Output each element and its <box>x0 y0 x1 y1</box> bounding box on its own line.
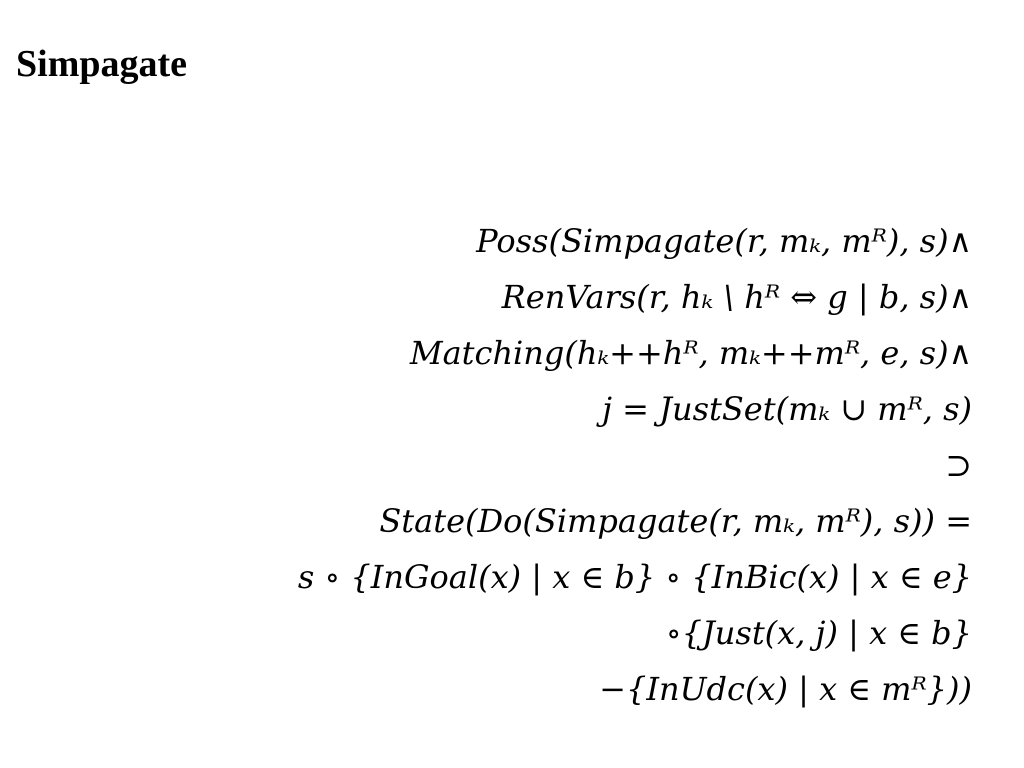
formula-line-justset: j = JustSet(mₖ ∪ mᴿ, s) <box>602 390 972 428</box>
formula-line-matching: Matching(hₖ++hᴿ, mₖ++mᴿ, e, s)∧ <box>409 334 972 372</box>
simpagate-formula <box>152 213 972 717</box>
page-title: Simpagate <box>16 43 187 85</box>
formula-line-renvars: RenVars(r, hₖ \ hᴿ ⇔ g | b, s)∧ <box>501 278 972 316</box>
formula-line-just: ∘{Just(x, j) | x ∈ b} <box>665 614 972 652</box>
formula-line-state: State(Do(Simpagate(r, mₖ, mᴿ), s)) = <box>379 502 972 540</box>
formula-line-poss: Poss(Simpagate(r, mₖ, mᴿ), s)∧ <box>476 222 972 260</box>
formula-line-composition: s ∘ {InGoal(x) | x ∈ b} ∘ {InBic(x) | x ∈ e} <box>297 558 972 596</box>
formula-line-inudc: −{InUdc(x) | x ∈ mᴿ})) <box>599 670 972 708</box>
formula-line-implies: ⊃ <box>945 446 972 484</box>
